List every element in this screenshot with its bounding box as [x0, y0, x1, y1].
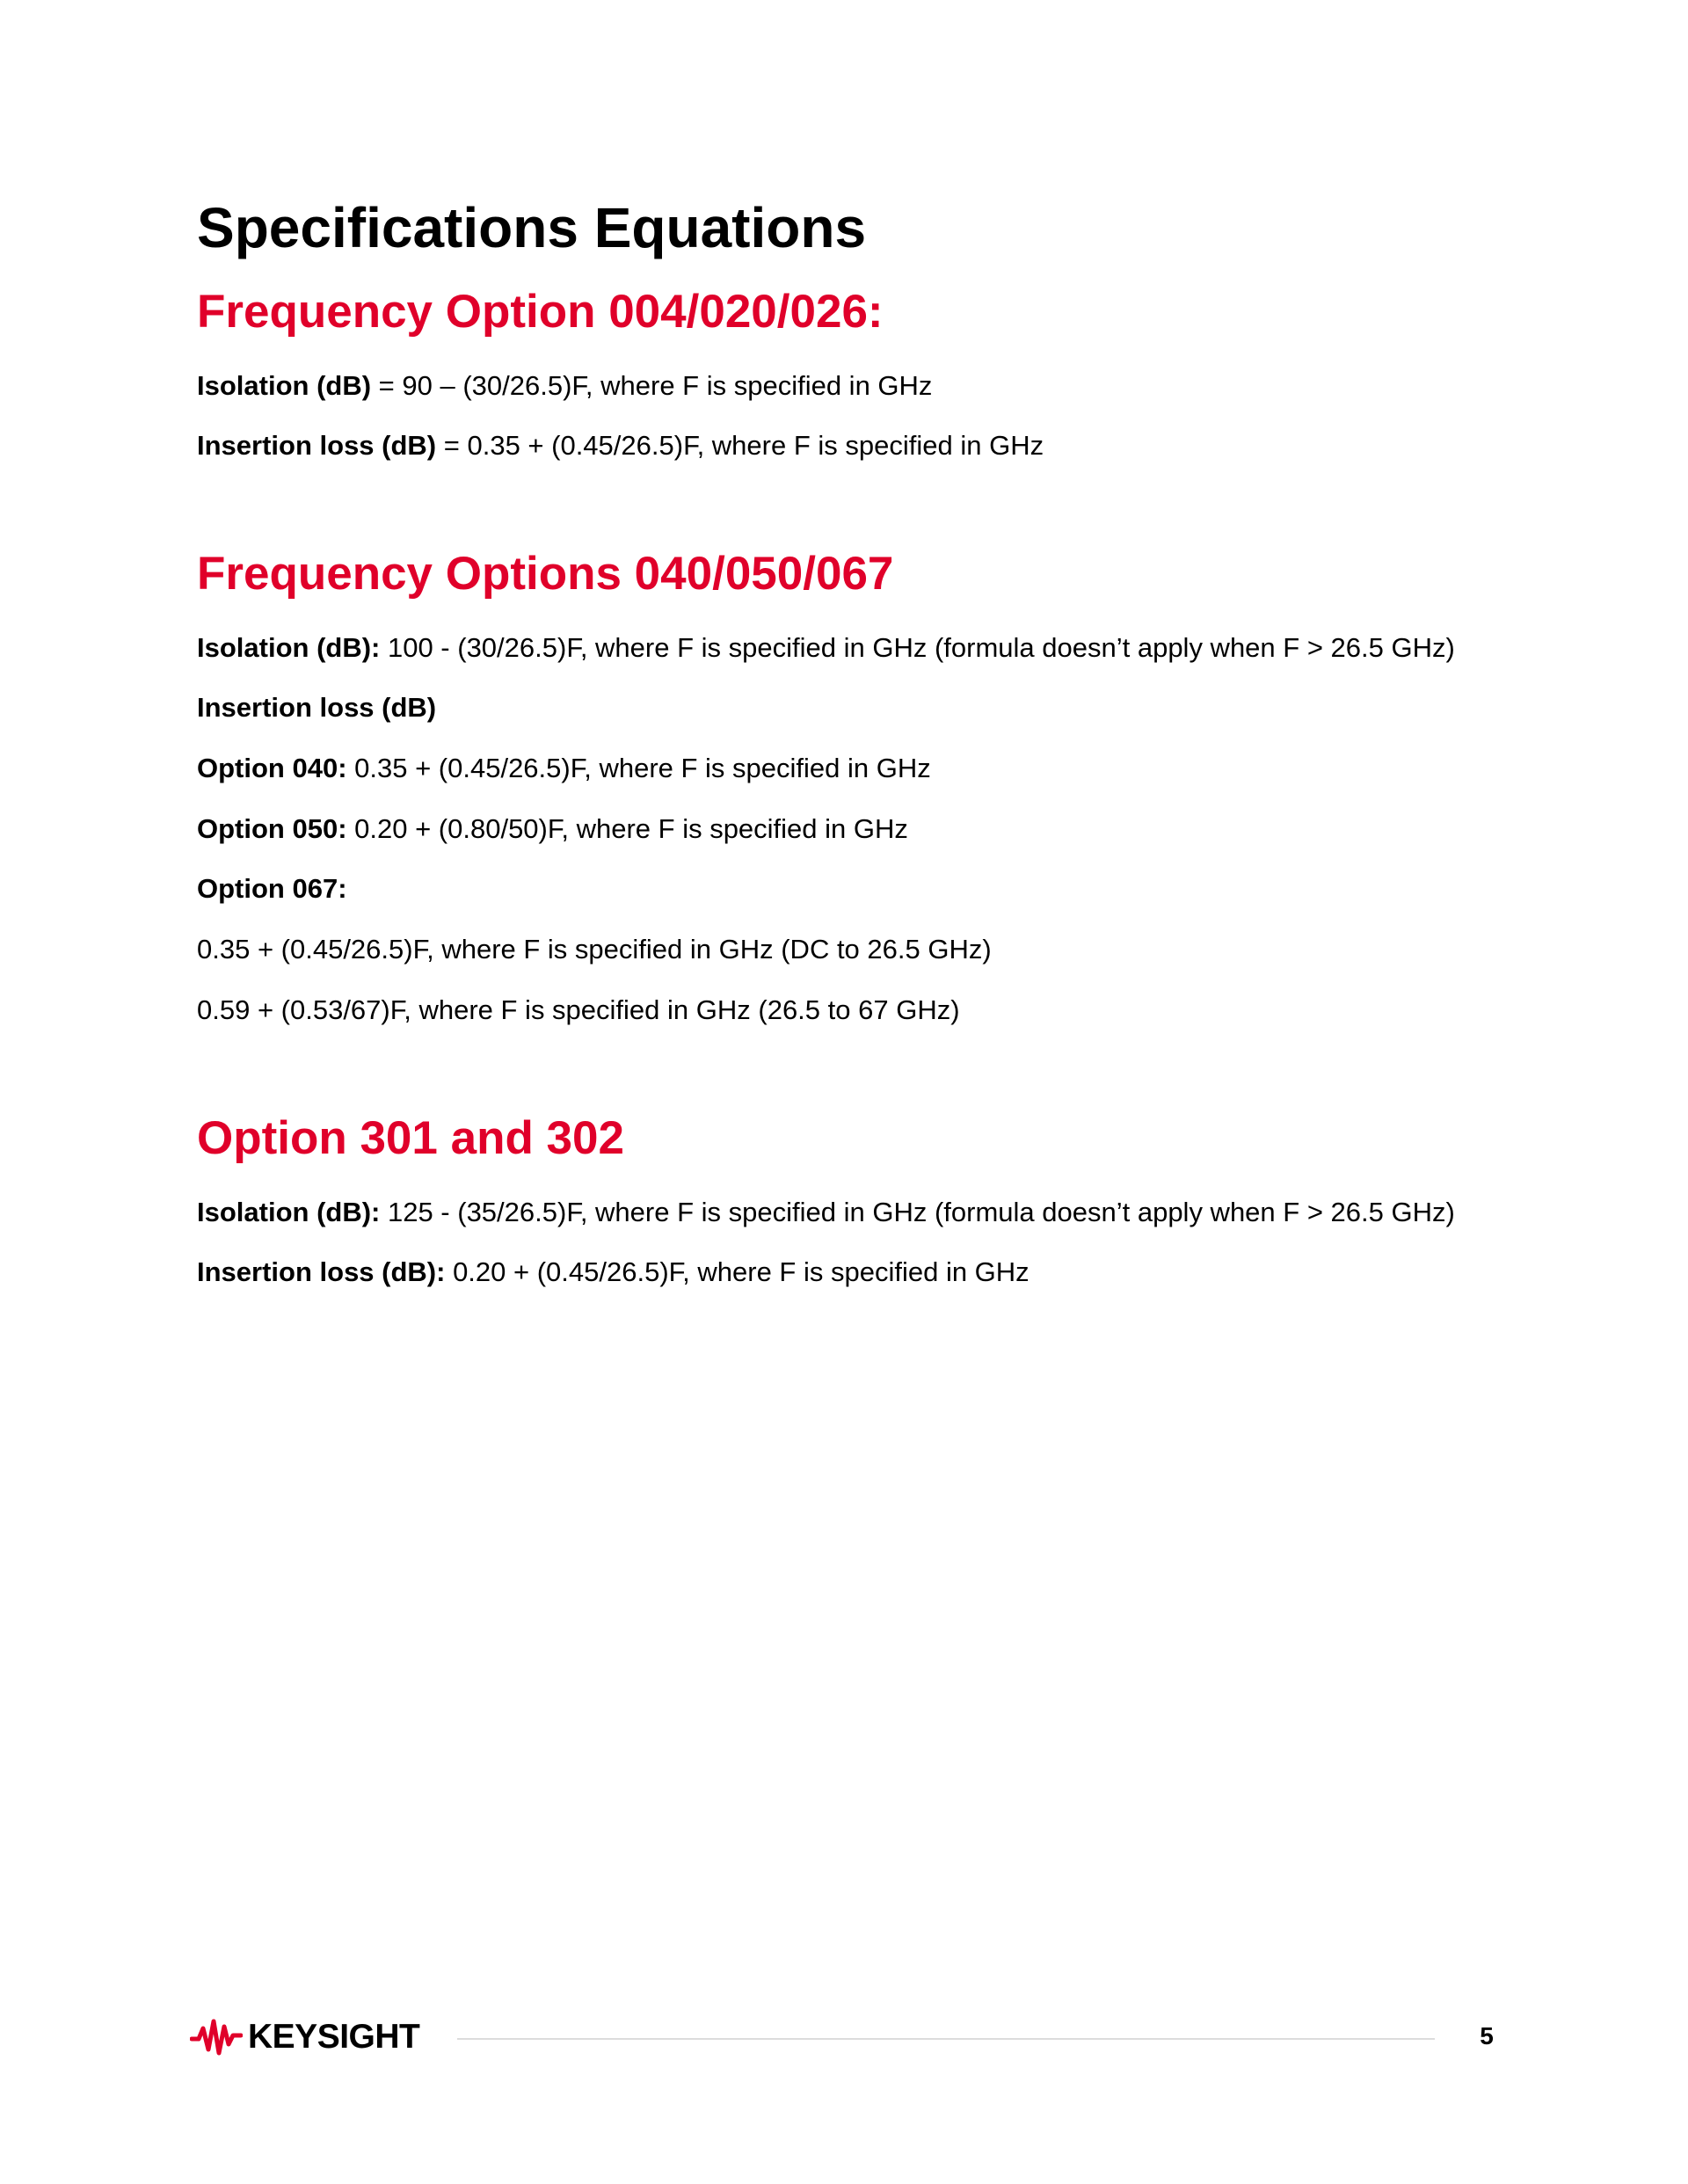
spec-label: Isolation (dB) [197, 370, 372, 401]
spec-text: 0.35 + (0.45/26.5)F, where F is specified in GHz [346, 753, 931, 783]
spec-line-insertion-loss-heading [197, 691, 436, 724]
brand-name: KEYSIGHT [248, 2018, 420, 2056]
spec-line-isolation [197, 369, 932, 402]
spec-text: 0.35 + (0.45/26.5)F, where F is specified in GHz (DC to 26.5 GHz) [197, 934, 992, 965]
spec-text: = 90 – (30/26.5)F, where F is specified in GHz [371, 370, 933, 401]
section-heading-option-301-302: Option 301 and 302 [197, 1112, 624, 1164]
spec-text: = 0.35 + (0.45/26.5)F, where F is specified in GHz [436, 430, 1044, 461]
spec-label: Option 067: [197, 873, 347, 904]
page-title: Specifications Equations [197, 196, 867, 259]
spec-line-option-067 [197, 872, 347, 905]
keysight-logo [190, 2015, 419, 2059]
keysight-waveform-logo-icon [190, 2018, 243, 2057]
spec-line-isolation [197, 1196, 1455, 1228]
spec-line-insertion-loss [197, 429, 1044, 462]
spec-text: 0.20 + (0.45/26.5)F, where F is specified in GHz [445, 1256, 1030, 1287]
footer-divider [457, 2038, 1435, 2040]
spec-label: Insertion loss (dB): [197, 1256, 446, 1287]
spec-line-option-050 [197, 812, 908, 845]
spec-text: 0.20 + (0.80/50)F, where F is specified in GHz [346, 813, 908, 844]
spec-text: 100 - (30/26.5)F, where F is specified in GHz (formula doesn’t apply when F > 26.5 GHz) [380, 632, 1455, 663]
spec-line-insertion-loss [197, 1256, 1030, 1288]
spec-line-option-040 [197, 752, 931, 784]
spec-line-isolation [197, 631, 1455, 664]
section-heading-options-040-050-067: Frequency Options 040/050/067 [197, 548, 894, 600]
spec-text: 0.59 + (0.53/67)F, where F is specified in GHz (26.5 to 67 GHz) [197, 994, 960, 1025]
spec-label: Isolation (dB): [197, 1197, 381, 1227]
spec-label: Insertion loss (dB) [197, 692, 437, 723]
spec-label: Isolation (dB): [197, 632, 381, 663]
section-heading-option-004-020-026: Frequency Option 004/020/026: [197, 286, 884, 338]
spec-label: Insertion loss (dB) [197, 430, 437, 461]
spec-text: 125 - (35/26.5)F, where F is specified in GHz (formula doesn’t apply when F > 26.5 GHz) [380, 1197, 1455, 1227]
page-number: 5 [1480, 2022, 1494, 2049]
spec-label: Option 050: [197, 813, 347, 844]
spec-label: Option 040: [197, 753, 347, 783]
spec-line-option-067-high-band [197, 994, 960, 1026]
spec-line-option-067-low-band [197, 933, 992, 965]
